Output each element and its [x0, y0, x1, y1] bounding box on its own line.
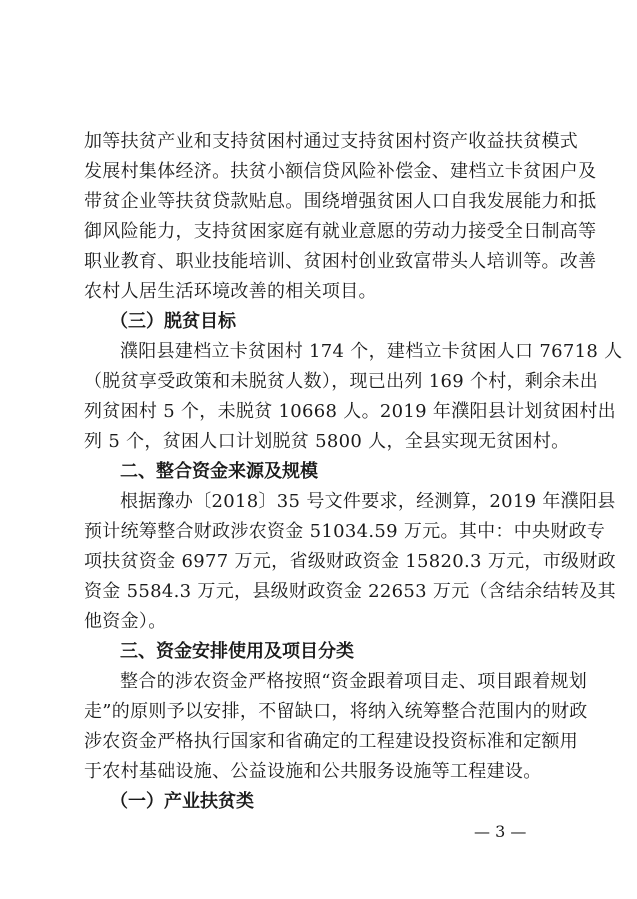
- paragraph-4-line-2: 走”的原则予以安排，不留缺口，将纳入统筹整合范围内的财政: [84, 701, 588, 722]
- paragraph-3-line-5: 他资金）。: [84, 611, 167, 632]
- subheading-industry-poverty: （一）产业扶贫类: [110, 791, 254, 812]
- paragraph-4-line-4: 于农村基础设施、公益设施和公共服务设施等工程建设。: [84, 761, 542, 782]
- paragraph-1-line-5: 职业教育、职业技能培训、贫困村创业致富带头人培训等。改善: [84, 251, 597, 272]
- paragraph-2-line-3: 列贫困村 5 个，未脱贫 10668 人。2019 年濮阳县计划贫困村出: [84, 401, 616, 422]
- paragraph-3-line-2: 预计统筹整合财政涉农资金 51034.59 万元。其中：中央财政专: [84, 521, 606, 542]
- paragraph-2-line-4: 列 5 个，贫困人口计划脱贫 5800 人，全县实现无贫困村。: [84, 431, 570, 452]
- paragraph-2-line-1: 濮阳县建档立卡贫困村 174 个，建档立卡贫困人口 76718 人: [120, 341, 623, 362]
- paragraph-3-line-1: 根据豫办〔2018〕35 号文件要求，经测算，2019 年濮阳县: [120, 491, 616, 512]
- section-heading-poverty-goal: （三）脱贫目标: [110, 311, 236, 332]
- paragraph-1-line-2: 发展村集体经济。扶贫小额信贷风险补偿金、建档立卡贫困户及: [84, 161, 597, 182]
- paragraph-3-line-3: 项扶贫资金 6977 万元，省级财政资金 15820.3 万元，市级财政: [84, 551, 616, 572]
- paragraph-1-line-6: 农村人居生活环境改善的相关项目。: [84, 281, 377, 302]
- heading-fund-source: 二、整合资金来源及规模: [120, 461, 318, 482]
- paragraph-2-line-2: （脱贫享受政策和未脱贫人数），现已出列 169 个村，剩余未出: [84, 371, 599, 392]
- paragraph-1-line-3: 带贫企业等扶贫贷款贴息。围绕增强贫困人口自我发展能力和抵: [84, 191, 597, 212]
- page-number: — 3 —: [474, 822, 527, 841]
- paragraph-3-line-4: 资金 5584.3 万元，县级财政资金 22653 万元（含结余结转及其: [84, 581, 616, 602]
- paragraph-1-line-4: 御风险能力，支持贫困家庭有就业意愿的劳动力接受全日制高等: [84, 221, 597, 242]
- paragraph-4-line-1: 整合的涉农资金严格按照“资金跟着项目走、项目跟着规划: [120, 671, 587, 692]
- paragraph-4-line-3: 涉农资金严格执行国家和省确定的工程建设投资标准和定额用: [84, 731, 579, 752]
- paragraph-1-line-1: 加等扶贫产业和支持贫困村通过支持贫困村资产收益扶贫模式: [84, 131, 579, 152]
- heading-fund-usage: 三、资金安排使用及项目分类: [120, 641, 354, 662]
